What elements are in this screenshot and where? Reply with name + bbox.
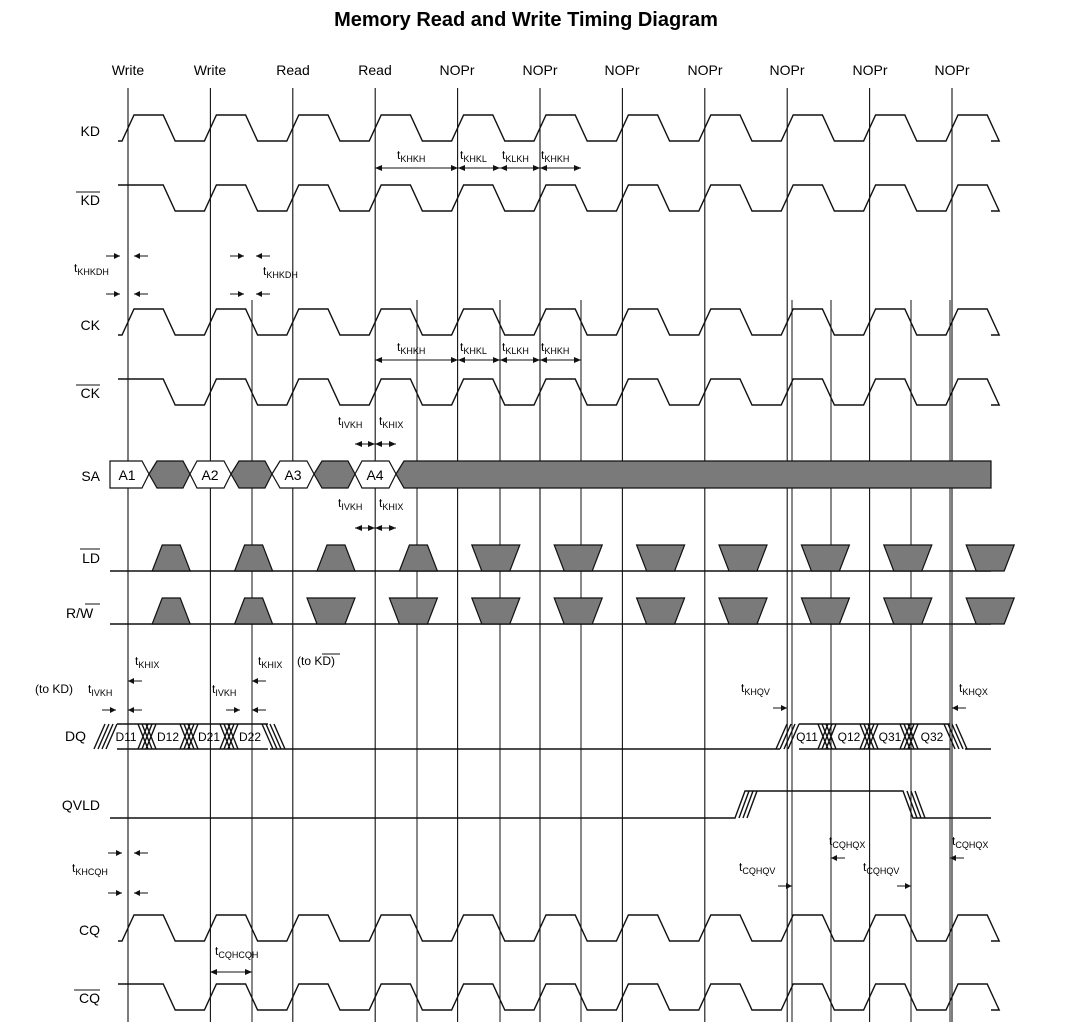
tkhcqh-in-head: [116, 850, 122, 856]
tivkh-arrow-head: [368, 525, 375, 531]
tkhkdh-in-head: [134, 253, 140, 259]
sa-dont-care: [396, 461, 991, 488]
kd-bar-wave: [118, 185, 999, 211]
dq-data: Q31: [878, 730, 902, 744]
tkhkdh-in-head: [114, 291, 120, 297]
rw-transition: [801, 598, 849, 624]
tkhcqh-in-head: [134, 890, 140, 896]
signal-rw: R/W: [66, 605, 94, 621]
dq-bus: [94, 724, 991, 749]
qvld-wave: [110, 791, 991, 818]
tkhkdh-in-head: [256, 291, 262, 297]
sa-address: A4: [366, 467, 384, 483]
timing-label-tkhkh-bar: $t_{KHKH}$: [541, 148, 570, 164]
dq-crossover: [138, 724, 156, 749]
sa-address: A2: [201, 467, 219, 483]
signal-cq: CQ: [79, 922, 100, 938]
ld-transition: [884, 545, 932, 571]
tkhix-arrow-head: [375, 525, 382, 531]
cycle-label: NOPr: [604, 62, 640, 78]
cq-bar-wave: [118, 984, 999, 1010]
rw-transition: [637, 598, 685, 624]
tkhkl-arrow-head: [458, 165, 465, 171]
sa-address: A1: [118, 467, 136, 483]
tkhkdh-in-head: [256, 253, 262, 259]
tcqhqv-in-head: [905, 883, 911, 889]
signal-sa: SA: [81, 468, 100, 484]
timing-label-tkhix: $t_{KHIX}$: [379, 414, 404, 430]
signal-kd: KD: [80, 123, 100, 139]
qvld-skew: [907, 791, 925, 818]
tivkh-arrow-head: [355, 441, 362, 447]
dq-data: D11: [115, 730, 137, 744]
qvld-skew: [739, 791, 757, 818]
ck-wave: [118, 309, 999, 335]
kd-wave: [118, 115, 999, 141]
sa-address: A3: [284, 467, 302, 483]
dq-data: D21: [197, 730, 221, 744]
timing-label-tcqhqx: $t_{CQHQX}$: [952, 834, 989, 850]
control-signals: [110, 545, 1014, 624]
cq-wave: [118, 915, 999, 941]
ld-transition: [554, 545, 602, 571]
timing-label-to-kd: (to KD): [35, 682, 74, 696]
timing-label-tkhkh: $t_{KHKH}$: [397, 148, 426, 164]
rw-transition: [307, 598, 355, 624]
ld-transition: [472, 545, 520, 571]
tivkh-in-head: [110, 707, 116, 713]
tkhcqh-in-head: [134, 850, 140, 856]
rw-transition: [389, 598, 437, 624]
qvld-signal: [110, 791, 991, 818]
cycle-label: NOPr: [852, 62, 888, 78]
rw-transition: [472, 598, 520, 624]
rw-transition: [719, 598, 767, 624]
tkhix-arrow-head: [389, 441, 396, 447]
sa-dont-care: [231, 461, 272, 488]
tkhkh-arrow-head: [451, 357, 458, 363]
timing-label-tkhkl: $t_{KHKL}$: [460, 340, 487, 356]
cycle-labels: [112, 62, 970, 78]
dq-data: D22: [238, 730, 262, 744]
dq-crossover: [180, 724, 198, 749]
signal-ck: CK: [80, 317, 100, 333]
cycle-label: NOPr: [687, 62, 723, 78]
dq-transition: [94, 724, 117, 749]
tkhix-in-head: [128, 678, 134, 684]
cycle-label: Write: [193, 62, 227, 78]
dq-crossover: [818, 724, 836, 749]
tkhkh-arrow-head: [451, 165, 458, 171]
timing-label-tkhix: $t_{KHIX}$: [379, 496, 404, 512]
dq-crossover: [900, 724, 918, 749]
ld-transition: [235, 545, 273, 571]
ld-transition: [719, 545, 767, 571]
timing-label-tkhkdh: $t_{KHKDH}$: [263, 264, 298, 280]
signal-cq-bar: CQ: [79, 990, 100, 1006]
cycle-label: Write: [111, 62, 145, 78]
timing-label-tkhkh-bar: $t_{KHKH}$: [541, 340, 570, 356]
ld-transition: [637, 545, 685, 571]
signal-dq: DQ: [65, 728, 86, 744]
signal-kd-bar: KD: [80, 192, 100, 208]
tcqhqv-in-head: [786, 883, 792, 889]
tkhkh-bar-arrow-head: [540, 357, 547, 363]
sa-dont-care: [149, 461, 190, 488]
tcqhqx-in-head: [950, 855, 956, 861]
tkhix-arrow-head: [375, 441, 382, 447]
cycle-label: NOPr: [522, 62, 558, 78]
rw-transition: [884, 598, 932, 624]
rw-transition: [152, 598, 190, 624]
timing-label-tivkh: $t_{IVKH}$: [88, 682, 113, 698]
ld-transition: [399, 545, 437, 571]
tkhkh-bar-arrow-head: [574, 165, 581, 171]
timing-label-tivkh: $t_{IVKH}$: [212, 682, 237, 698]
tcqhqx-in-head: [831, 855, 837, 861]
timing-label-tivkh: $t_{IVKH}$: [338, 496, 363, 512]
signal-ld-bar: LD: [82, 550, 100, 566]
rw-transition: [235, 598, 273, 624]
sa-dont-care: [314, 461, 355, 488]
signal-ck-bar: CK: [80, 385, 100, 401]
dq-transition: [944, 724, 967, 749]
timing-label-tcqhqx: $t_{CQHQX}$: [829, 834, 866, 850]
rw-transition: [966, 598, 1014, 624]
timing-label-tklkh: $t_{KLKH}$: [502, 148, 529, 164]
dq-crossover: [860, 724, 878, 749]
tkhkh-bar-arrow-head: [540, 165, 547, 171]
tkhkl-arrow-head: [493, 357, 500, 363]
ld-transition: [152, 545, 190, 571]
dq-data: Q11: [796, 730, 818, 744]
tkhqv-in-head: [781, 705, 787, 711]
tkhix-arrow-head: [389, 525, 396, 531]
ld-transition: [966, 545, 1014, 571]
tkhkl-arrow-head: [458, 357, 465, 363]
cycle-label: NOPr: [439, 62, 475, 78]
tkhkdh-in-head: [238, 291, 244, 297]
tkhkh-arrow-head: [375, 165, 382, 171]
timing-label-tkhkl: $t_{KHKL}$: [460, 148, 487, 164]
tkhkdh-in-head: [114, 253, 120, 259]
tcqhcqh-arrow-head: [245, 969, 252, 975]
tcqhcqh-arrow-head: [210, 969, 217, 975]
tivkh-in-head: [234, 707, 240, 713]
cycle-label: NOPr: [769, 62, 805, 78]
tkhkdh-in-head: [238, 253, 244, 259]
rw-transition: [554, 598, 602, 624]
timing-label-tkhix: $t_{KHIX}$: [258, 654, 283, 670]
tklkh-arrow-head: [533, 165, 540, 171]
tkhkdh-in-head: [134, 291, 140, 297]
tkhkh-bar-arrow-head: [574, 357, 581, 363]
timing-label-tkhkh: $t_{KHKH}$: [397, 340, 426, 356]
timing-label-tkhqx: $t_{KHQX}$: [959, 681, 988, 697]
timing-label-tivkh: $t_{IVKH}$: [338, 414, 363, 430]
timing-label-tcqhqv: $t_{CQHQV}$: [863, 860, 900, 876]
signal-qvld: QVLD: [61, 797, 100, 813]
timing-label-to-kd-bar: (to KD): [297, 654, 336, 668]
sa-bus: [110, 461, 991, 488]
dq-data: Q32: [920, 730, 944, 744]
tkhqx-in-head: [952, 705, 958, 711]
dq-crossover: [220, 724, 238, 749]
timing-label-tcqhcqh: $t_{CQHCQH}$: [215, 944, 259, 960]
cycle-label: Read: [276, 62, 310, 78]
ld-transition: [317, 545, 355, 571]
tkhkh-arrow-head: [375, 357, 382, 363]
tkhcqh-in-head: [116, 890, 122, 896]
timing-label-tcqhqv: $t_{CQHQV}$: [739, 860, 776, 876]
tklkh-arrow-head: [500, 357, 507, 363]
ck-bar-wave: [118, 379, 999, 405]
timing-label-tkhkdh: $t_{KHKDH}$: [74, 261, 109, 277]
dq-data: Q12: [837, 730, 861, 744]
tivkh-arrow-head: [368, 441, 375, 447]
timing-label-tkhcqh: $t_{KHCQH}$: [72, 861, 108, 877]
tkhix-in-head: [252, 678, 258, 684]
page-title: Memory Read and Write Timing Diagram: [334, 9, 718, 31]
cycle-label: NOPr: [934, 62, 970, 78]
cycle-label: Read: [358, 62, 392, 78]
timing-label-tkhix: $t_{KHIX}$: [135, 654, 160, 670]
dq-data: D12: [156, 730, 180, 744]
tklkh-arrow-head: [533, 357, 540, 363]
tkhkl-arrow-head: [493, 165, 500, 171]
dq-transition: [262, 724, 285, 749]
timing-label-tklkh: $t_{KLKH}$: [502, 340, 529, 356]
timing-label-tkhqv: $t_{KHQV}$: [741, 681, 770, 697]
ld-transition: [801, 545, 849, 571]
tivkh-in-head: [252, 707, 258, 713]
tklkh-arrow-head: [500, 165, 507, 171]
tivkh-arrow-head: [355, 525, 362, 531]
tivkh-in-head: [128, 707, 134, 713]
